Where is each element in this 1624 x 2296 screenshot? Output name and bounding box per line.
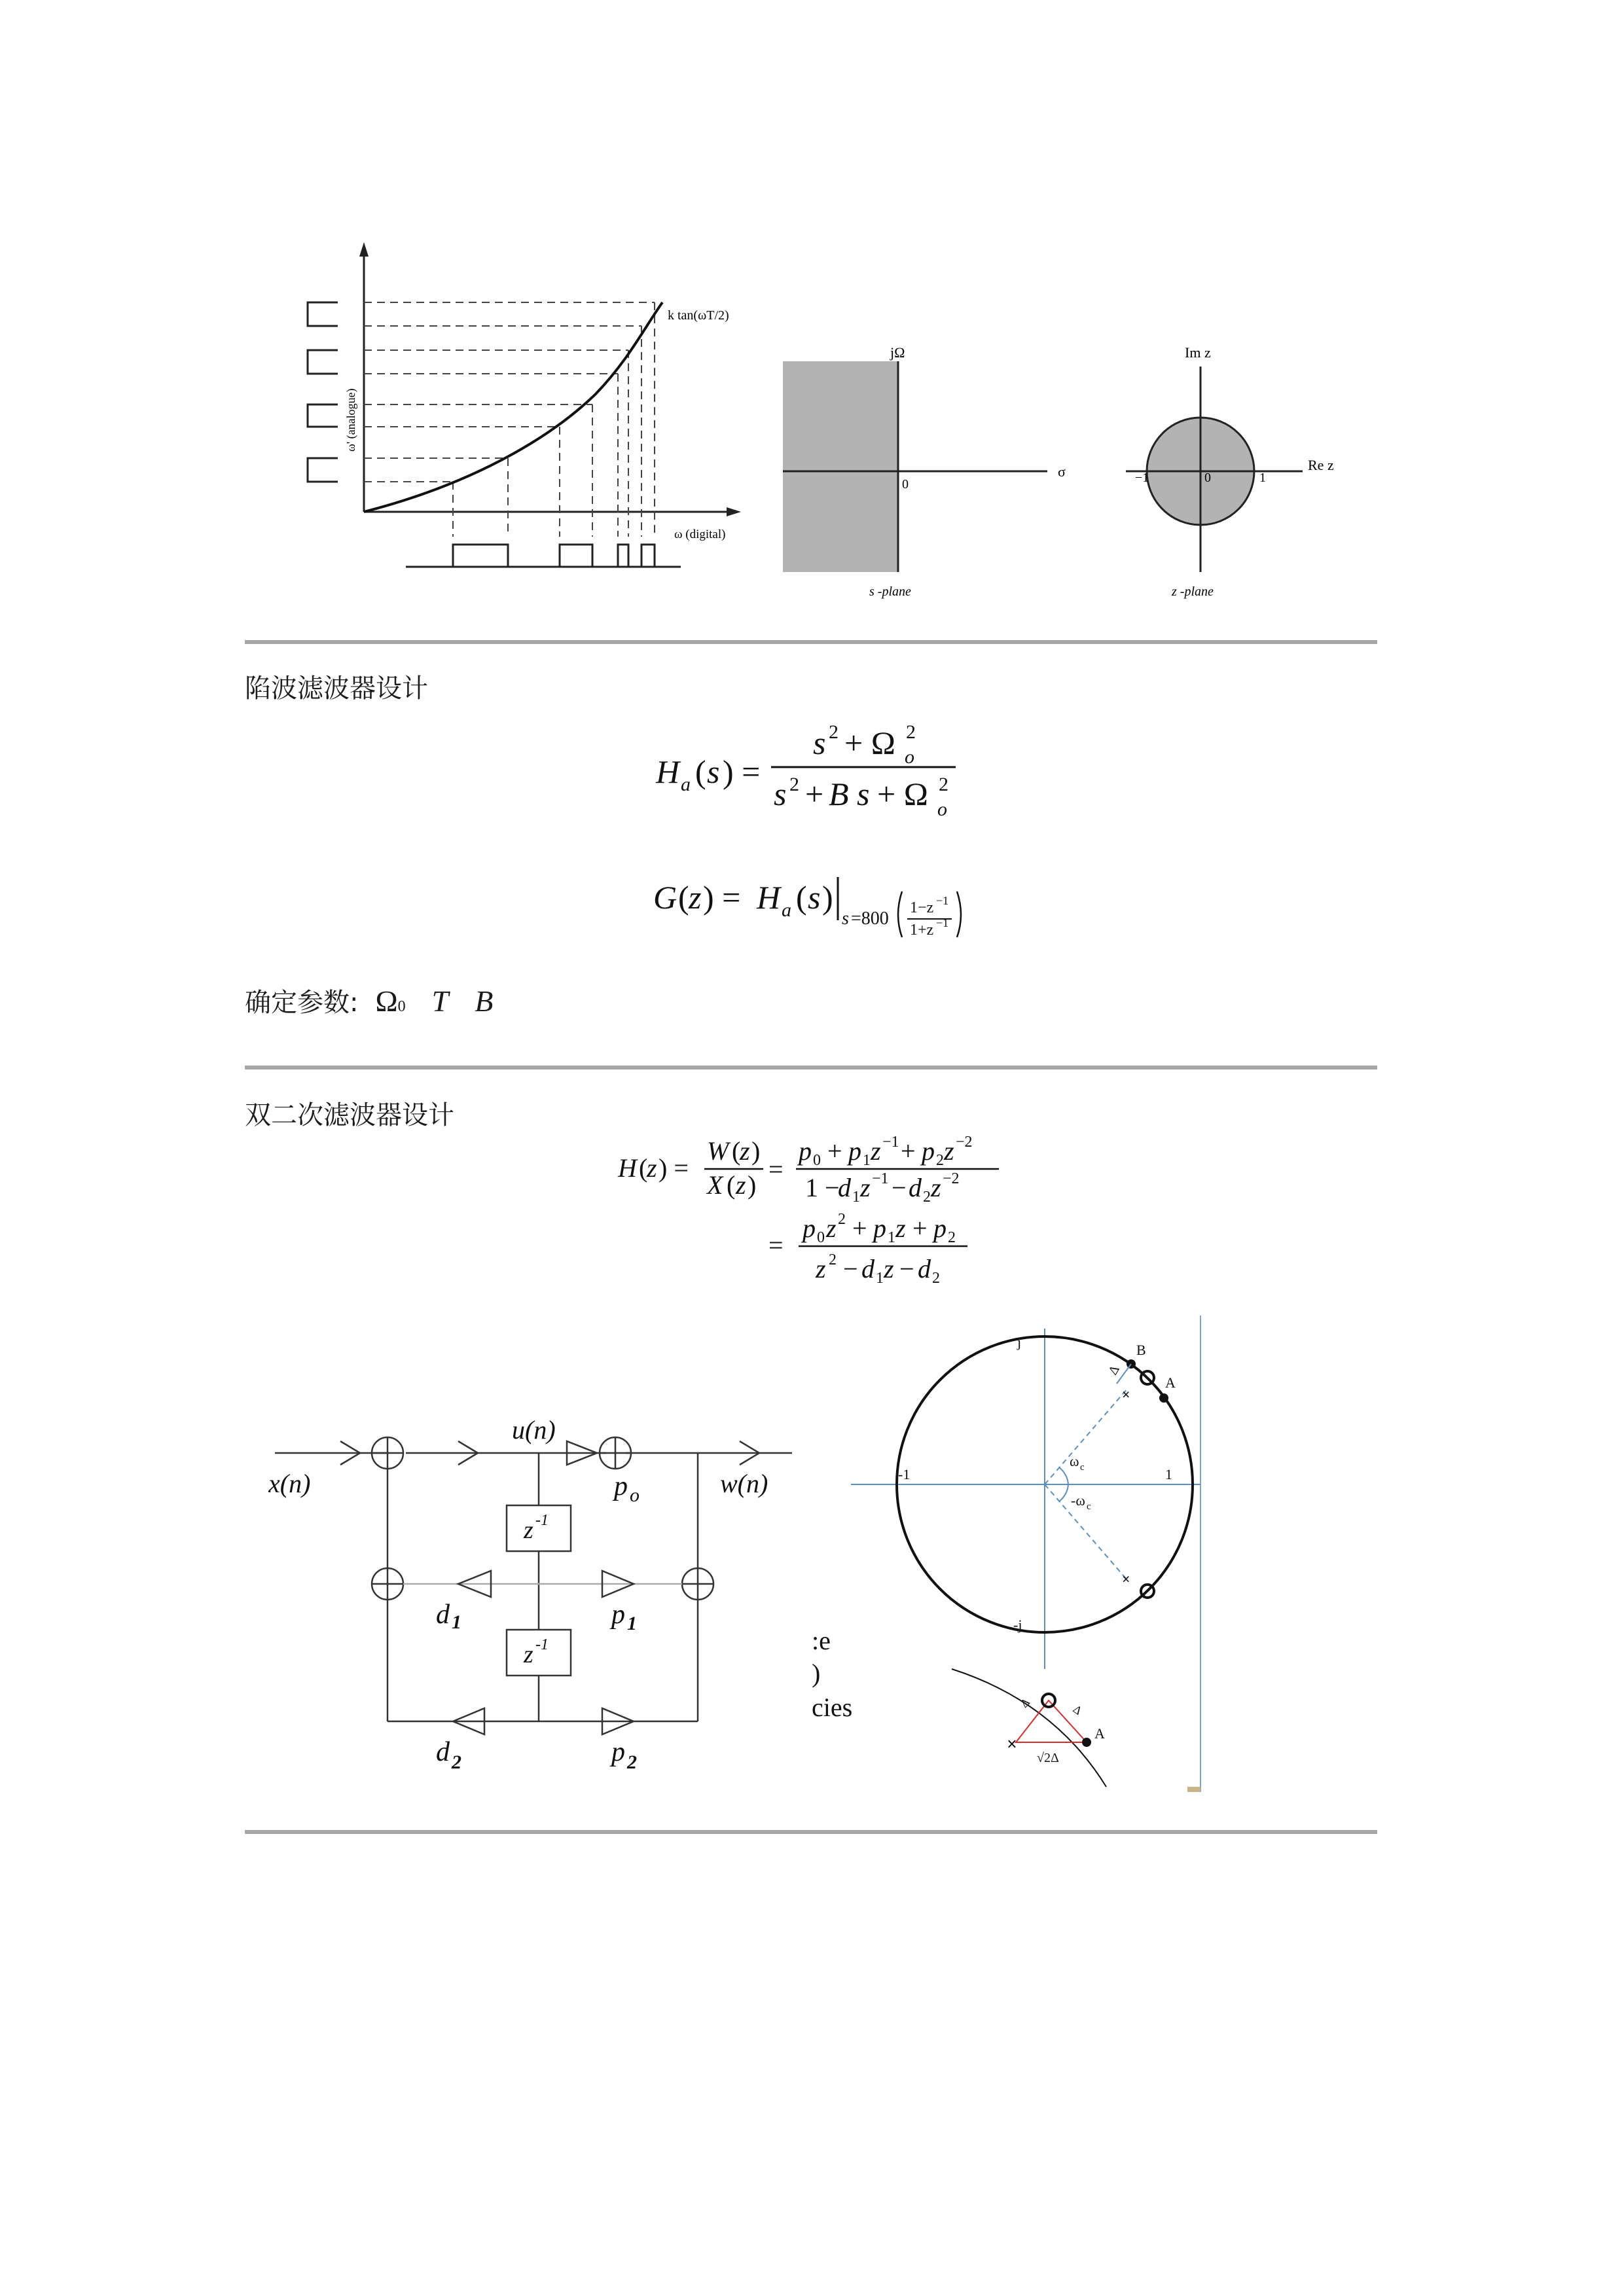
s-plane-caption: s -plane bbox=[869, 584, 911, 599]
label-b: B bbox=[1136, 1342, 1146, 1358]
warping-figure bbox=[301, 242, 759, 583]
svg-text:2: 2 bbox=[829, 1251, 837, 1268]
origin-label: 0 bbox=[902, 477, 909, 492]
z-plane-caption: z -plane bbox=[1172, 584, 1214, 599]
partial-text-1: :e bbox=[812, 1626, 831, 1655]
svg-text:1−z: 1−z bbox=[910, 899, 934, 916]
svg-text:2: 2 bbox=[939, 774, 948, 795]
tick-zero: 0 bbox=[1204, 471, 1211, 485]
svg-text:2: 2 bbox=[829, 721, 839, 743]
axis-im: Im z bbox=[1185, 344, 1211, 361]
svg-text:1+z: 1+z bbox=[910, 922, 934, 939]
svg-text:p: p bbox=[922, 1136, 935, 1166]
svg-text:s: s bbox=[774, 776, 787, 812]
svg-text:H: H bbox=[656, 753, 680, 790]
label-neg-omega: -ω bbox=[1071, 1492, 1085, 1509]
section-divider bbox=[245, 640, 1377, 644]
svg-text:z: z bbox=[871, 1136, 881, 1166]
svg-text:): ) bbox=[822, 879, 833, 916]
gain-d1-sub: 1 bbox=[452, 1611, 461, 1633]
delay-exp-2: -1 bbox=[535, 1636, 549, 1653]
svg-text:d: d bbox=[838, 1173, 851, 1202]
svg-text:z: z bbox=[816, 1254, 826, 1283]
svg-text:z: z bbox=[736, 1170, 746, 1200]
param-omega-sub: 0 bbox=[397, 998, 406, 1015]
axis-re: Re z bbox=[1308, 457, 1334, 473]
svg-text:z: z bbox=[931, 1173, 941, 1202]
svg-text:W: W bbox=[707, 1136, 729, 1166]
params-line bbox=[245, 982, 493, 1021]
digital-pulses bbox=[453, 545, 655, 567]
svg-text:H: H bbox=[618, 1153, 637, 1183]
svg-text:z: z bbox=[860, 1173, 871, 1202]
section-title-notch: 陷波滤波器设计 bbox=[245, 673, 428, 704]
label-neg-omega-sub: c bbox=[1087, 1501, 1091, 1512]
section-title-biquad: 双二次滤波器设计 bbox=[245, 1100, 454, 1130]
svg-text:B s: B s bbox=[829, 776, 870, 812]
point-a bbox=[1159, 1393, 1168, 1403]
svg-text:s: s bbox=[707, 753, 720, 790]
gain-p0-sub: o bbox=[630, 1484, 640, 1506]
svg-text:2: 2 bbox=[948, 1229, 956, 1246]
pole-upper: × bbox=[1122, 1386, 1130, 1403]
svg-text:2: 2 bbox=[936, 1152, 944, 1169]
node-u-label: u(n) bbox=[512, 1415, 556, 1444]
svg-text:=: = bbox=[768, 1230, 784, 1260]
svg-text:z: z bbox=[884, 1254, 894, 1283]
gain-p1-label: p bbox=[611, 1600, 625, 1630]
gain-d1-label: d bbox=[436, 1600, 450, 1630]
svg-text:z: z bbox=[689, 879, 702, 916]
svg-text:2: 2 bbox=[923, 1189, 931, 1206]
pole-lower: × bbox=[1122, 1571, 1130, 1587]
svg-text:2: 2 bbox=[838, 1211, 846, 1228]
gain-d2-sub: 2 bbox=[452, 1751, 461, 1773]
svg-text:) =: ) = bbox=[659, 1153, 689, 1183]
svg-text:(: ( bbox=[678, 879, 689, 916]
svg-text:2: 2 bbox=[789, 774, 799, 795]
svg-text:z: z bbox=[944, 1136, 954, 1166]
notch-transfer-equation bbox=[648, 713, 988, 825]
stable-region bbox=[783, 361, 898, 572]
biquad-block-diagram bbox=[268, 1407, 805, 1793]
label-one: 1 bbox=[1165, 1466, 1172, 1482]
svg-text:+: + bbox=[901, 1136, 916, 1166]
bilinear-mapping-equation bbox=[648, 864, 1015, 949]
curve-label: k tan(ωT/2) bbox=[668, 308, 729, 323]
zoom-delta-2: Δ bbox=[1070, 1702, 1085, 1717]
z-plane-figure bbox=[1113, 334, 1348, 609]
svg-text:d: d bbox=[909, 1173, 922, 1202]
param-t: T bbox=[431, 984, 449, 1018]
axis-sigma: σ bbox=[1058, 463, 1066, 480]
svg-text:X: X bbox=[707, 1170, 723, 1200]
svg-text:0: 0 bbox=[813, 1152, 821, 1169]
svg-text:(: ( bbox=[796, 879, 807, 916]
svg-text:o: o bbox=[937, 798, 947, 820]
svg-text:−: − bbox=[892, 1173, 907, 1202]
svg-text:) =: ) = bbox=[703, 879, 741, 916]
label-neg-one: -1 bbox=[898, 1466, 911, 1482]
svg-text:(: ( bbox=[727, 1170, 736, 1200]
svg-text:−2: −2 bbox=[956, 1134, 973, 1151]
svg-text:(: ( bbox=[732, 1136, 741, 1166]
svg-text:=800: =800 bbox=[851, 908, 889, 929]
svg-text:+: + bbox=[827, 1136, 842, 1166]
svg-text:+: + bbox=[852, 1213, 867, 1243]
zoom-pole: × bbox=[1007, 1734, 1017, 1755]
params-label: 确定参数: bbox=[245, 988, 359, 1018]
delay-label-1: z bbox=[524, 1516, 533, 1544]
svg-text:s: s bbox=[808, 879, 821, 916]
svg-text:1: 1 bbox=[888, 1229, 895, 1246]
svg-text:−1: −1 bbox=[936, 894, 949, 907]
svg-text:s: s bbox=[813, 725, 826, 761]
svg-text:z: z bbox=[740, 1136, 750, 1166]
svg-text:−: − bbox=[843, 1254, 858, 1283]
svg-text:2: 2 bbox=[906, 721, 916, 743]
svg-text:o: o bbox=[905, 746, 914, 768]
biquad-transfer-equation bbox=[609, 1126, 1028, 1302]
svg-text:(: ( bbox=[695, 753, 706, 790]
section-divider bbox=[245, 1066, 1377, 1069]
svg-text:=: = bbox=[768, 1155, 784, 1184]
svg-text:p: p bbox=[933, 1213, 947, 1243]
svg-text:p: p bbox=[873, 1213, 886, 1243]
x-axis-label: ω (digital) bbox=[674, 528, 726, 541]
zoom-point-a bbox=[1082, 1738, 1091, 1747]
label-j: j bbox=[1017, 1334, 1022, 1350]
param-b: B bbox=[475, 984, 494, 1018]
svg-text:z: z bbox=[826, 1213, 837, 1243]
label-omega: ω bbox=[1070, 1453, 1079, 1469]
zoom-delta-1: Δ bbox=[1017, 1695, 1033, 1710]
delay-label-2: z bbox=[524, 1641, 533, 1668]
svg-text:s: s bbox=[842, 908, 849, 929]
partial-text-3: cies bbox=[812, 1693, 853, 1722]
y-axis-label: ω' (analogue) bbox=[344, 388, 357, 452]
svg-text:−: − bbox=[899, 1254, 914, 1283]
delay-exp-1: -1 bbox=[535, 1512, 549, 1529]
svg-text:1: 1 bbox=[852, 1189, 860, 1206]
svg-text:(: ( bbox=[639, 1153, 648, 1183]
svg-text:+ Ω: + Ω bbox=[877, 776, 928, 812]
label-neg-j: -j bbox=[1013, 1617, 1022, 1633]
svg-text:+: + bbox=[912, 1213, 928, 1243]
svg-text:a: a bbox=[681, 774, 691, 795]
label-a: A bbox=[1165, 1374, 1176, 1391]
label-omega-sub: c bbox=[1080, 1462, 1085, 1473]
s-plane-figure bbox=[772, 334, 1074, 609]
svg-text:2: 2 bbox=[932, 1270, 940, 1287]
svg-text:): ) bbox=[751, 1136, 761, 1166]
zoom-label-a: A bbox=[1094, 1725, 1105, 1742]
svg-text:1 −: 1 − bbox=[805, 1173, 840, 1202]
tick-neg-one: −1 bbox=[1135, 471, 1149, 485]
svg-text:) =: ) = bbox=[723, 753, 761, 790]
svg-text:0: 0 bbox=[817, 1229, 825, 1246]
unit-circle-figure bbox=[812, 1316, 1218, 1800]
svg-text:−1: −1 bbox=[936, 916, 949, 929]
svg-text:+ Ω: + Ω bbox=[844, 725, 895, 761]
partial-text-2: ) bbox=[812, 1659, 821, 1688]
svg-text:1: 1 bbox=[863, 1152, 871, 1169]
svg-text:): ) bbox=[748, 1170, 757, 1200]
svg-text:d: d bbox=[918, 1254, 931, 1283]
svg-text:1: 1 bbox=[876, 1270, 884, 1287]
svg-text:p: p bbox=[848, 1136, 861, 1166]
gain-p0-label: p bbox=[614, 1471, 628, 1501]
svg-text:H: H bbox=[757, 879, 781, 916]
svg-text:p: p bbox=[803, 1213, 816, 1243]
gain-p2-sub: 2 bbox=[627, 1751, 637, 1773]
svg-text:−1: −1 bbox=[882, 1134, 899, 1151]
svg-text:−2: −2 bbox=[943, 1170, 960, 1187]
svg-text:−1: −1 bbox=[872, 1170, 889, 1187]
svg-text:z: z bbox=[647, 1153, 657, 1183]
output-label: w(n) bbox=[720, 1469, 768, 1498]
svg-text:z: z bbox=[895, 1213, 906, 1243]
param-omega: Ω bbox=[375, 984, 398, 1018]
tick-one: 1 bbox=[1259, 471, 1266, 485]
svg-text:+: + bbox=[805, 776, 824, 812]
svg-text:p: p bbox=[799, 1136, 812, 1166]
gain-p1-sub: 1 bbox=[627, 1613, 637, 1634]
svg-text:G: G bbox=[653, 879, 677, 916]
gain-d2-label: d bbox=[436, 1737, 450, 1767]
zoom-sqrt-delta: √2Δ bbox=[1037, 1751, 1059, 1765]
gain-p2-label: p bbox=[611, 1737, 625, 1767]
analog-pulses bbox=[308, 302, 338, 482]
input-label: x(n) bbox=[268, 1469, 311, 1498]
svg-text:d: d bbox=[861, 1254, 875, 1283]
label-delta: Δ bbox=[1106, 1363, 1123, 1378]
section-divider bbox=[245, 1830, 1377, 1834]
svg-text:a: a bbox=[782, 899, 791, 921]
axis-jomega: jΩ bbox=[890, 344, 905, 361]
